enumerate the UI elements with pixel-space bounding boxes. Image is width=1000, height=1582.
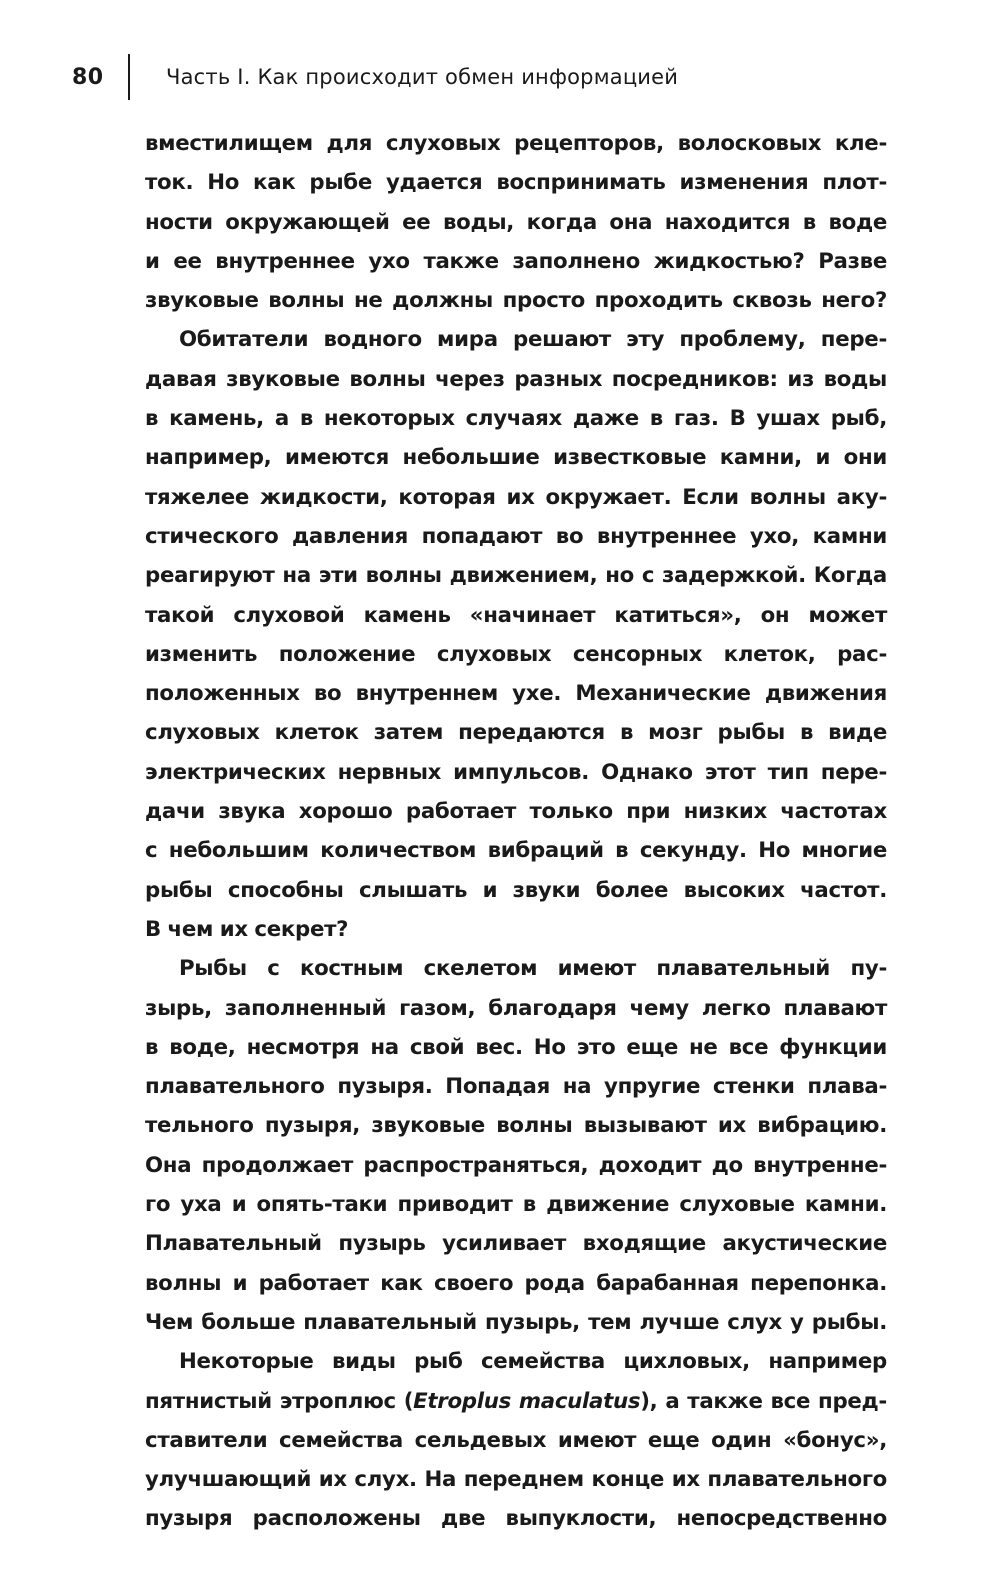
body-text — [145, 124, 887, 1539]
text-line: пузыря расположены две выпуклости, непосредственно — [145, 1506, 887, 1532]
text-line: в камень, а в некоторых случаях даже в газ. В ушах рыб, — [145, 406, 887, 432]
text-line: тяжелее жидкости, которая их окружает. Если волны аку- — [145, 484, 887, 510]
text-line-with-italic — [145, 1382, 887, 1421]
text-line: ности окружающей ее воды, когда она находится в воде — [145, 209, 887, 235]
text-line: слуховых клеток затем передаются в мозг рыбы в виде — [145, 720, 887, 746]
paragraph-2 — [145, 320, 887, 949]
text-line: В чем их секрет? — [145, 916, 349, 942]
text-line: и ее внутреннее ухо также заполнено жидкостью? Разве — [145, 248, 887, 274]
text-line: с небольшим количеством вибраций в секунду. Но многие — [145, 838, 887, 864]
text-fragment: пятнистый этроплюс ( — [145, 1388, 414, 1414]
page-number: 80 — [72, 64, 104, 90]
paragraph-1 — [145, 124, 887, 320]
text-line: положенных во внутреннем ухе. Механические движения — [145, 681, 887, 707]
species-name: Etroplus maculatus — [413, 1388, 641, 1414]
text-line: стического давления попадают во внутреннее ухо, камни — [145, 523, 887, 549]
text-line: такой слуховой камень «начинает катиться», он может — [145, 602, 887, 628]
running-head — [72, 52, 678, 102]
text-line: электрических нервных импульсов. Однако этот тип пере- — [145, 759, 887, 785]
text-line: ставители семейства сельдевых имеют еще один «бонус», — [145, 1427, 887, 1453]
text-line: Обитатели водного мира решают эту проблему, пере- — [179, 327, 887, 353]
text-line: Некоторые виды рыб семейства цихловых, например — [179, 1349, 887, 1375]
text-line: например, имеются небольшие известковые камни, и они — [145, 445, 887, 471]
paragraph-3 — [145, 949, 887, 1342]
text-fragment: ), а также все пред- — [640, 1388, 887, 1414]
text-line: рыбы способны слышать и звуки более высоких частот. — [145, 877, 887, 903]
paragraph-4 — [145, 1342, 887, 1538]
text-line: ток. Но как рыбе удается воспринимать изменения плот- — [145, 170, 887, 196]
text-line: зырь, заполненный газом, благодаря чему легко плавают — [145, 995, 887, 1021]
text-line: тельного пузыря, звуковые волны вызывают их вибрацию. — [145, 1113, 887, 1139]
text-line: в воде, несмотря на свой вес. Но это еще не все функции — [145, 1034, 887, 1060]
text-line: звуковые волны не должны просто проходить сквозь него? — [145, 288, 887, 314]
text-line: изменить положение слуховых сенсорных клеток, рас- — [145, 641, 887, 667]
text-line: плавательного пузыря. Попадая на упругие стенки плава- — [145, 1074, 887, 1100]
text-line: волны и работает как своего рода барабанная перепонка. — [145, 1270, 887, 1296]
text-line: реагируют на эти волны движением, но с задержкой. Когда — [145, 563, 887, 589]
text-line: го уха и опять-таки приводит в движение слуховые камни. — [145, 1192, 887, 1218]
text-line: Она продолжает распространяться, доходит до внутренне- — [145, 1152, 887, 1178]
text-line: давая звуковые волны через разных посредников: из воды — [145, 366, 887, 392]
text-line: вместилищем для слуховых рецепторов, волосковых кле- — [145, 131, 887, 156]
running-title: Часть I. Как происходит обмен информацией — [166, 65, 679, 89]
text-line: Рыбы с костным скелетом имеют плавательный пу- — [179, 956, 887, 982]
text-line: дачи звука хорошо работает только при низких частотах — [145, 799, 887, 825]
text-line: Чем больше плавательный пузырь, тем лучше слух у рыбы. — [145, 1309, 887, 1335]
text-line: улучшающий их слух. На переднем конце их плавательного — [145, 1467, 887, 1493]
header-divider — [128, 54, 130, 100]
text-line: Плавательный пузырь усиливает входящие акустические — [145, 1231, 887, 1257]
